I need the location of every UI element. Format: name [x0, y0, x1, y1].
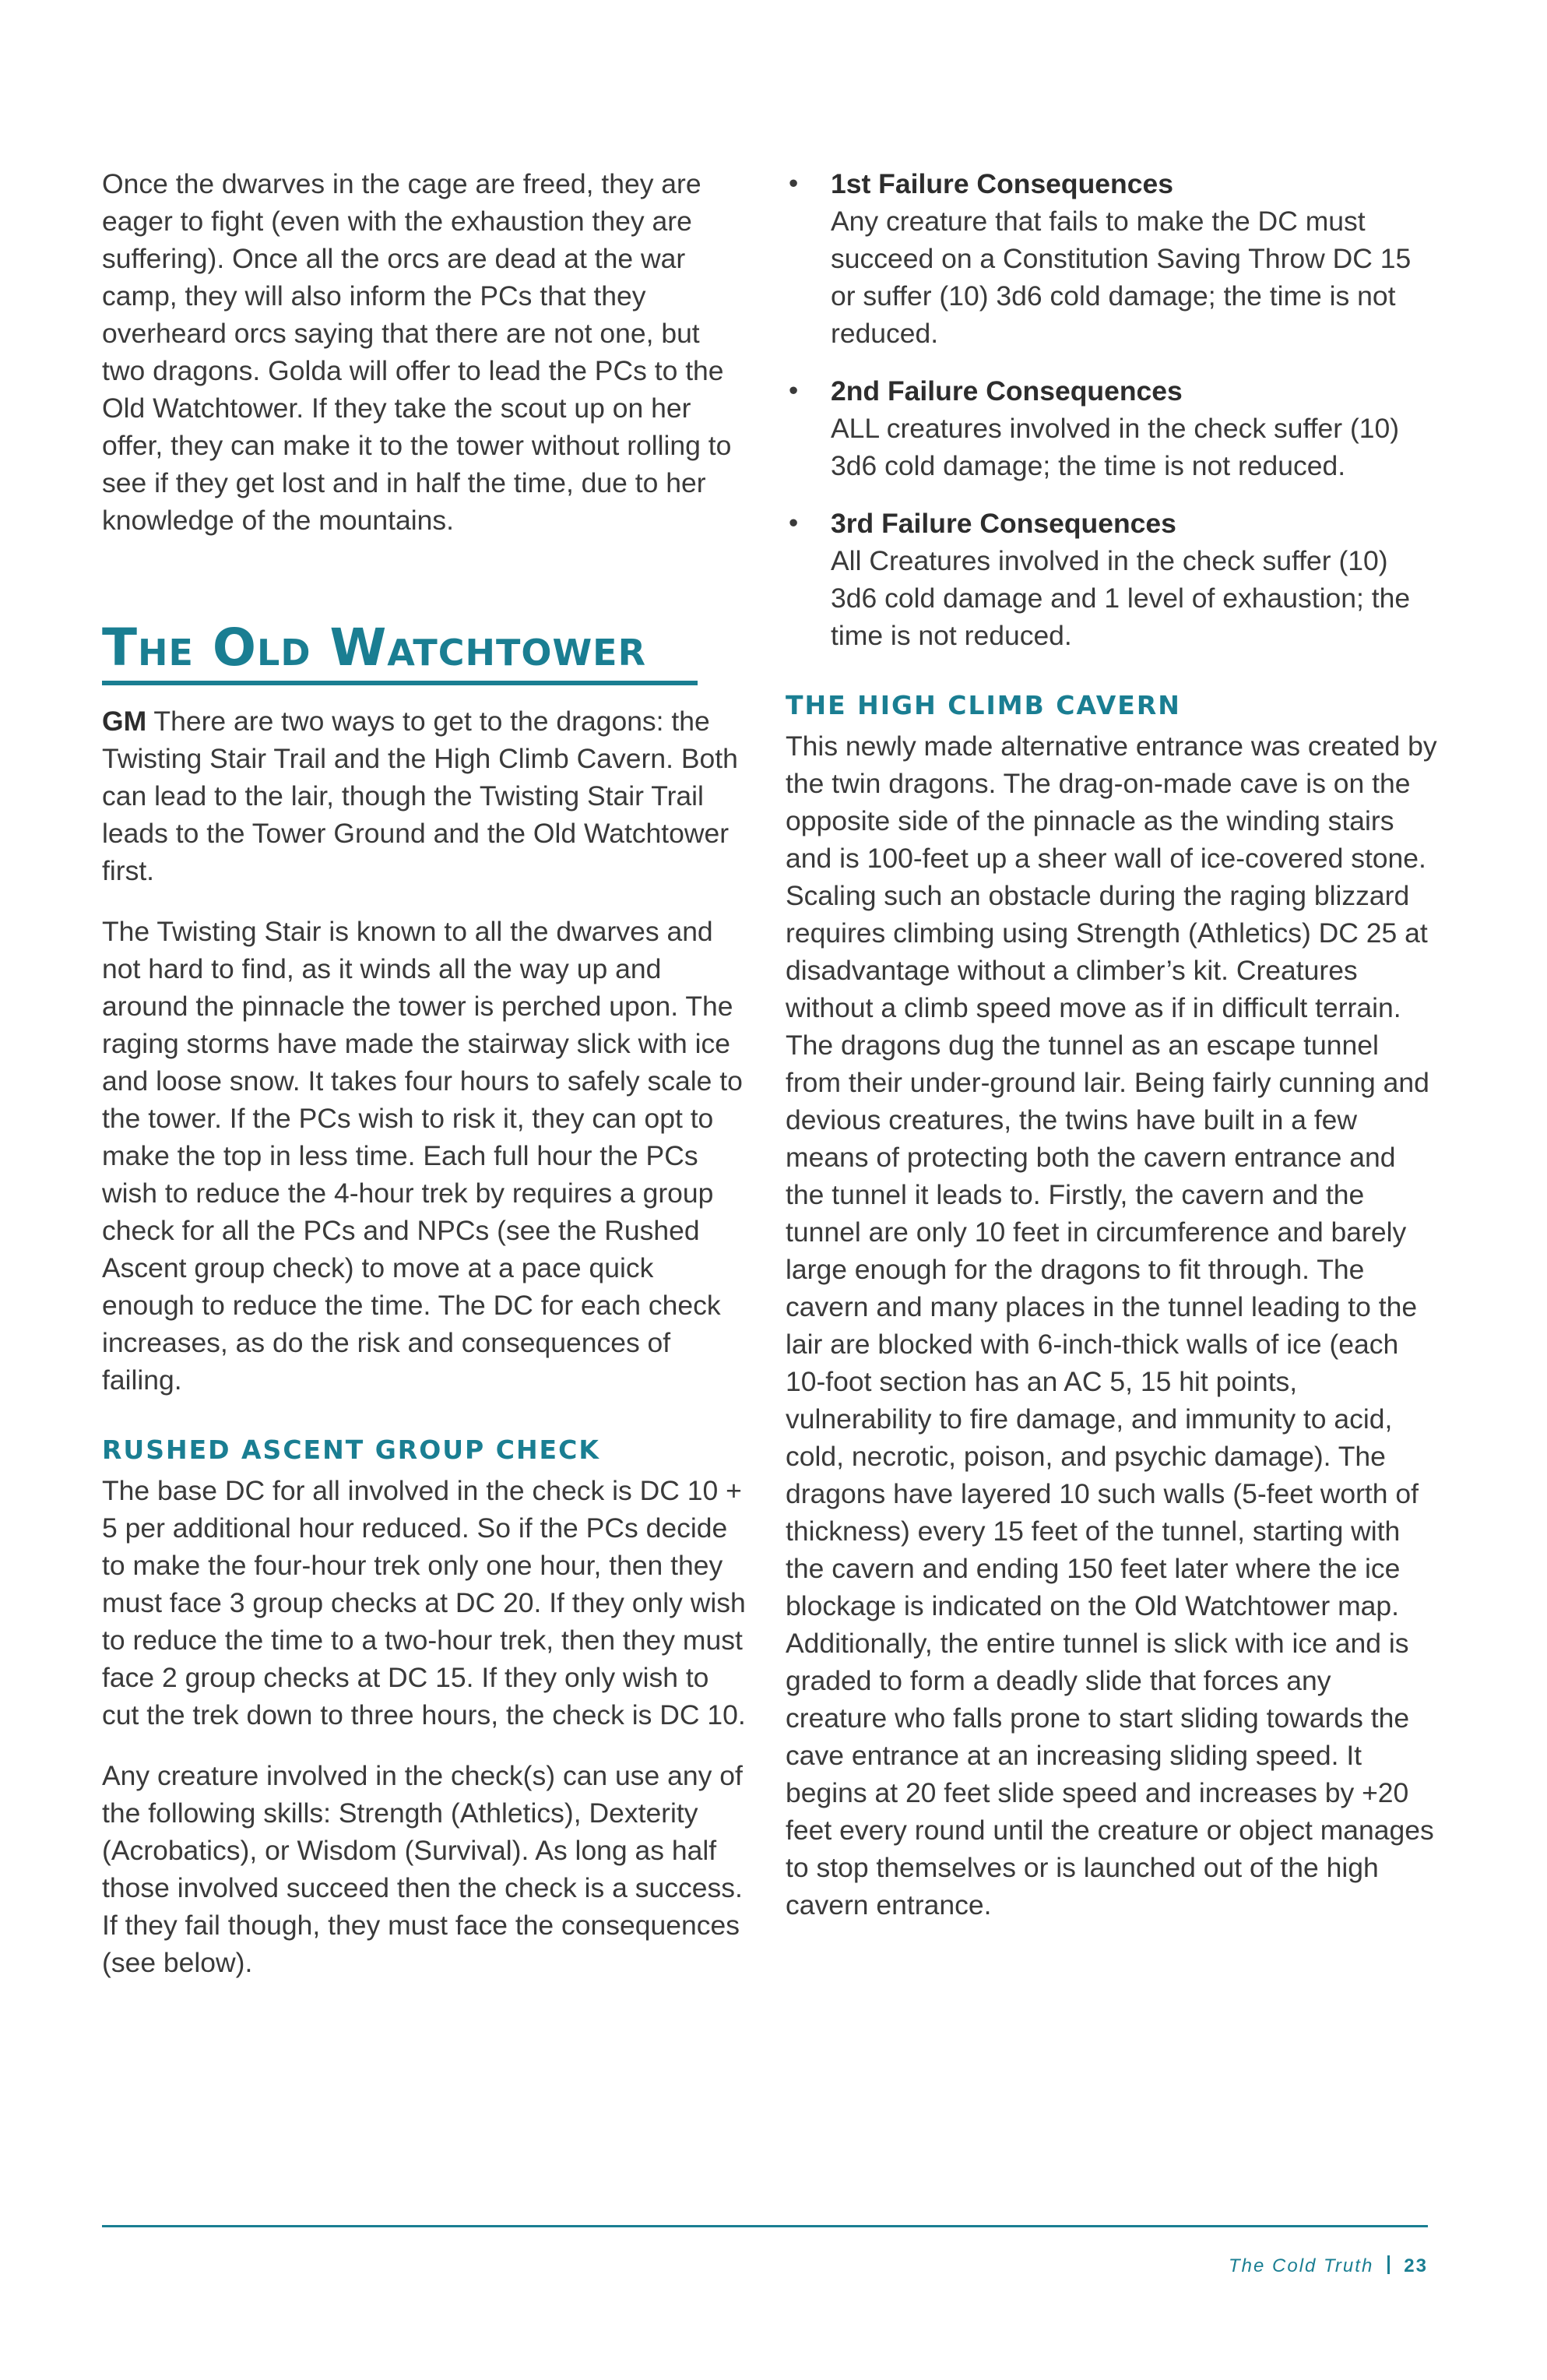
intro-paragraph: Once the dwarves in the cage are freed, they are eager to fight (even with the exhaustion they are suffering). Once all the orcs are dead at the war camp, they will also inform the PCs that they overheard orcs saying that there are not one, but two dragons. Golda will offer to lead the PCs to the Old Watchtower. If they take the scout up on her offer, they can make it to the tower without rolling to see if they get lost and in half the time, due to her knowledge of the mountains.	[102, 168, 732, 536]
left-column	[102, 165, 748, 2005]
gm-label: GM	[102, 706, 147, 737]
consequence-body: Any creature that fails to make the DC must succeed on a Constitution Saving Throw DC 15 or suffer (10) 3d6 cold damage; the time is not reduced.	[831, 206, 1412, 349]
footer-book-title: The Cold Truth	[1229, 2255, 1374, 2276]
consequence-body: ALL creatures involved in the check suffer (10) 3d6 cold damage; the time is not reduced.	[831, 413, 1400, 481]
subheading-high-climb-cavern: THE HIGH CLIMB CAVERN	[786, 690, 1181, 720]
rushed-ascent-paragraph-2: Any creature involved in the check(s) can use any of the following skills: Strength (Athletics), Dexterity (Acrobatics), or Wisdom (Survival). As long as half those involved succeed then the check is a success. If they fail though, they must face the consequences (see below).	[102, 1760, 743, 1978]
consequence-body: All Creatures involved in the check suffer (10) 3d6 cold damage and 1 level of exhaustion; the time is not reduced.	[831, 545, 1411, 651]
twisting-stair-paragraph: The Twisting Stair is known to all the dwarves and not hard to find, as it winds all the way up and around the pinnacle the tower is perched upon. The raging storms have made the stairway slick with ice and loose snow. It takes four hours to safely scale to the tower. If the PCs wish to risk it, they can opt to make the top in less time. Each full hour the PCs wish to reduce the 4-hour trek by requires a group check for all the PCs and NPCs (see the Rushed Ascent group check) to move at a pace quick enough to reduce the time. The DC for each check increases, as do the risk and consequences of failing.	[102, 916, 743, 1396]
consequence-title: 2nd Failure Consequences	[831, 375, 1183, 407]
bullet-icon: •	[789, 375, 799, 406]
list-item	[786, 165, 1440, 352]
consequence-title: 1st Failure Consequences	[831, 168, 1173, 199]
page-footer	[1229, 2255, 1428, 2278]
list-item	[786, 372, 1440, 484]
list-item	[786, 505, 1440, 654]
gm-paragraph-text: There are two ways to get to the dragons: the Twisting Stair Trail and the High Climb Cavern. Both can lead to the lair, though the Twisting Stair Trail leads to the Tower Ground and the Old Watchtower first.	[102, 706, 738, 886]
subheading-rushed-ascent: RUSHED ASCENT GROUP CHECK	[102, 1435, 600, 1465]
footer-divider	[102, 2225, 1428, 2227]
consequence-title: 3rd Failure Consequences	[831, 508, 1176, 539]
footer-separator	[1387, 2255, 1390, 2274]
bullet-icon: •	[789, 508, 799, 538]
gm-paragraph	[102, 702, 748, 889]
page-number: 23	[1404, 2255, 1428, 2276]
bullet-icon: •	[789, 168, 799, 199]
section-heading-old-watchtower: The Old Watchtower	[102, 618, 647, 678]
right-column	[786, 165, 1440, 1947]
consequences-list	[786, 165, 1440, 654]
high-climb-cavern-paragraph: This newly made alternative entrance was created by the twin dragons. The drag-on-made cave is on the opposite side of the pinnacle as the winding stairs and is 100-feet up a sheer wall of ice-covered stone. Scaling such an obstacle during the raging blizzard requires climbing using Strength (Athletics) DC 25 at disadvantage without a climber’s kit. Creatures without a climb speed move as if in difficult terrain. The dragons dug the tunnel as an escape tunnel from their under-ground lair. Being fairly cunning and devious creatures, the twins have built in a few means of protecting both the cavern entrance and the tunnel it leads to. Firstly, the cavern and the tunnel are only 10 feet in circumference and barely large enough for the dragons to fit through. The cavern and many places in the tunnel leading to the lair are blocked with 6-inch-thick walls of ice (each 10-foot section has an AC 5, 15 hit points, vulnerability to fire damage, and immunity to acid, cold, necrotic, poison, and psychic damage). The dragons have layered 10 such walls (5-feet worth of thickness) every 15 feet of the tunnel, starting with the cavern and ending 150 feet later where the ice blockage is indicated on the Old Watchtower map. Additionally, the entire tunnel is slick with ice and is graded to form a deadly slide that forces any creature who falls prone to start sliding towards the cave entrance at an increasing sliding speed. It begins at 20 feet slide speed and increases by +20 feet every round until the creature or object manages to stop themselves or is launched out of the high cavern entrance.	[786, 731, 1437, 1921]
heading-underline	[102, 681, 698, 685]
rushed-ascent-paragraph-1: The base DC for all involved in the check is DC 10 + 5 per additional hour reduced. So if the PCs decide to make the four-hour trek only one hour, then they must face 3 group checks at DC 20. If they only wish to reduce the time to a two-hour trek, then they must face 2 group checks at DC 15. If they only wish to cut the trek down to three hours, the check is DC 10.	[102, 1475, 746, 1730]
